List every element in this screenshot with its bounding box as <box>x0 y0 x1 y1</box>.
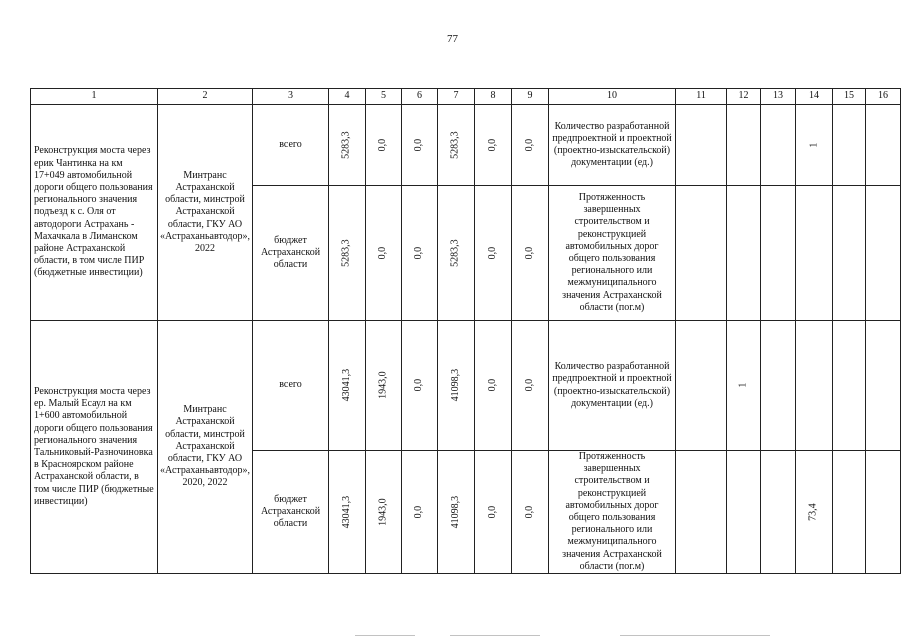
value-text: 0,0 <box>486 379 498 392</box>
value-text: 0,0 <box>377 138 389 152</box>
value-text: 0,0 <box>523 246 535 260</box>
cell-col-9 <box>512 451 549 574</box>
funding-source: бюджет Астраханской области <box>253 186 329 321</box>
value-text: 43041,3 <box>340 369 352 402</box>
page-number: 77 <box>447 33 458 45</box>
cell-col-12 <box>727 186 761 321</box>
cell-col-13 <box>761 105 796 186</box>
header-col-12: 12 <box>727 89 761 105</box>
cell-col-5 <box>366 321 402 451</box>
value-text: 5283,3 <box>340 239 352 267</box>
cell-col-13 <box>761 451 796 574</box>
cell-col-12 <box>727 321 761 451</box>
value-text: 41098,3 <box>449 495 461 529</box>
value-text: 5283,3 <box>340 131 352 159</box>
value-text: 0,0 <box>413 138 425 152</box>
cell-col-7 <box>438 321 475 451</box>
header-col-10: 10 <box>549 89 676 105</box>
project-executor: Минтранс Астраханской области, минстрой Астраханской области, ГКУ АО «Астраханьавтодор», 2022 <box>158 105 253 321</box>
cell-col-9 <box>512 186 549 321</box>
cell-col-15 <box>833 321 866 451</box>
value-text: 0,0 <box>523 505 535 519</box>
value-text: 1943,0 <box>377 498 389 526</box>
header-col-16: 16 <box>866 89 901 105</box>
value-text: 1 <box>737 383 749 388</box>
cell-col-8 <box>475 451 512 574</box>
cell-col-11 <box>676 451 727 574</box>
cell-col-6 <box>402 451 438 574</box>
indicator-text: Количество разработанной предпроектной и проектной (проектно-изыскательской) документации (ед.) <box>549 105 676 186</box>
value-text: 0,0 <box>413 505 425 519</box>
cell-col-13 <box>761 186 796 321</box>
cell-col-8 <box>475 321 512 451</box>
header-col-2: 2 <box>158 89 253 105</box>
cell-col-15 <box>833 186 866 321</box>
cell-col-11 <box>676 105 727 186</box>
value-text: 73,4 <box>807 503 819 521</box>
project-name: Реконструкция моста через ерик Чантинка на км 17+049 автомобильной дороги общего пользования регионального значения подъезд к с. Оля от автодороги Астрахань - Махачкала в Лиманском районе Астраханской области, в том числе ПИР (бюджетные инвестиции) <box>31 105 158 321</box>
value-text: 0,0 <box>377 246 389 260</box>
scan-artifact <box>355 635 415 636</box>
value-text: 5283,3 <box>449 239 461 267</box>
table-row <box>31 321 901 451</box>
cell-col-6 <box>402 321 438 451</box>
indicator-text: Протяженность завершенных строительством и реконструкцией автомобильных дорог общего пользования регионального или межмуниципального значения Астраханской области (пог.м) <box>549 186 676 321</box>
cell-col-16 <box>866 105 901 186</box>
indicator-text: Протяженность завершенных строительством и реконструкцией автомобильных дорог общего пользования регионального или межмуниципального значения Астраханской области (пог.м) <box>549 451 676 574</box>
cell-col-14 <box>796 321 833 451</box>
header-col-6: 6 <box>402 89 438 105</box>
funding-source: бюджет Астраханской области <box>253 451 329 574</box>
value-text: 0,0 <box>523 138 535 152</box>
value-text: 5283,3 <box>449 131 461 159</box>
cell-col-14 <box>796 451 833 574</box>
cell-col-8 <box>475 105 512 186</box>
scan-artifact <box>620 635 770 636</box>
cell-col-5 <box>366 186 402 321</box>
cell-col-16 <box>866 186 901 321</box>
cell-col-7 <box>438 451 475 574</box>
header-col-7: 7 <box>438 89 475 105</box>
value-text: 41098,3 <box>449 369 461 402</box>
project-executor: Минтранс Астраханской области, минстрой Астраханской области, ГКУ АО «Астраханьавтодор», 2020, 2022 <box>158 321 253 574</box>
cell-col-16 <box>866 451 901 574</box>
cell-col-4 <box>329 186 366 321</box>
cell-col-14 <box>796 186 833 321</box>
scan-artifact <box>450 635 540 636</box>
value-text: 0,0 <box>413 246 425 260</box>
cell-col-7 <box>438 105 475 186</box>
header-col-9: 9 <box>512 89 549 105</box>
header-col-8: 8 <box>475 89 512 105</box>
cell-col-8 <box>475 186 512 321</box>
cell-col-4 <box>329 451 366 574</box>
project-name: Реконструкция моста через ер. Малый Есаул на км 1+600 автомобильной дороги общего пользования регионального значения Тальниковый-Разночиновка в Красноярском районе Астраханской области, в том числе ПИР (бюджетные инвестиции) <box>31 321 158 574</box>
header-col-11: 11 <box>676 89 727 105</box>
header-col-5: 5 <box>366 89 402 105</box>
indicator-text: Количество разработанной предпроектной и проектной (проектно-изыскательской) документации (ед.) <box>549 321 676 451</box>
cell-col-12 <box>727 451 761 574</box>
cell-col-15 <box>833 105 866 186</box>
value-text: 1943,0 <box>377 371 389 400</box>
program-table <box>30 88 901 574</box>
header-col-14: 14 <box>796 89 833 105</box>
cell-col-14 <box>796 105 833 186</box>
cell-col-12 <box>727 105 761 186</box>
cell-col-11 <box>676 321 727 451</box>
table-row <box>31 105 901 186</box>
header-col-4: 4 <box>329 89 366 105</box>
funding-source: всего <box>253 105 329 186</box>
cell-col-5 <box>366 451 402 574</box>
header-col-13: 13 <box>761 89 796 105</box>
cell-col-15 <box>833 451 866 574</box>
value-text: 0,0 <box>486 505 498 519</box>
value-text: 0,0 <box>413 379 425 392</box>
value-text: 0,0 <box>486 246 498 260</box>
value-text: 1 <box>807 142 819 148</box>
funding-source: всего <box>253 321 329 451</box>
header-row <box>31 89 901 105</box>
value-text: 0,0 <box>486 138 498 152</box>
cell-col-4 <box>329 105 366 186</box>
cell-col-11 <box>676 186 727 321</box>
cell-col-6 <box>402 105 438 186</box>
cell-col-16 <box>866 321 901 451</box>
cell-col-4 <box>329 321 366 451</box>
cell-col-13 <box>761 321 796 451</box>
value-text: 43041,3 <box>340 495 352 529</box>
cell-col-6 <box>402 186 438 321</box>
cell-col-7 <box>438 186 475 321</box>
header-col-3: 3 <box>253 89 329 105</box>
cell-col-9 <box>512 321 549 451</box>
cell-col-9 <box>512 105 549 186</box>
value-text: 0,0 <box>523 379 535 392</box>
cell-col-5 <box>366 105 402 186</box>
header-col-15: 15 <box>833 89 866 105</box>
header-col-1: 1 <box>31 89 158 105</box>
